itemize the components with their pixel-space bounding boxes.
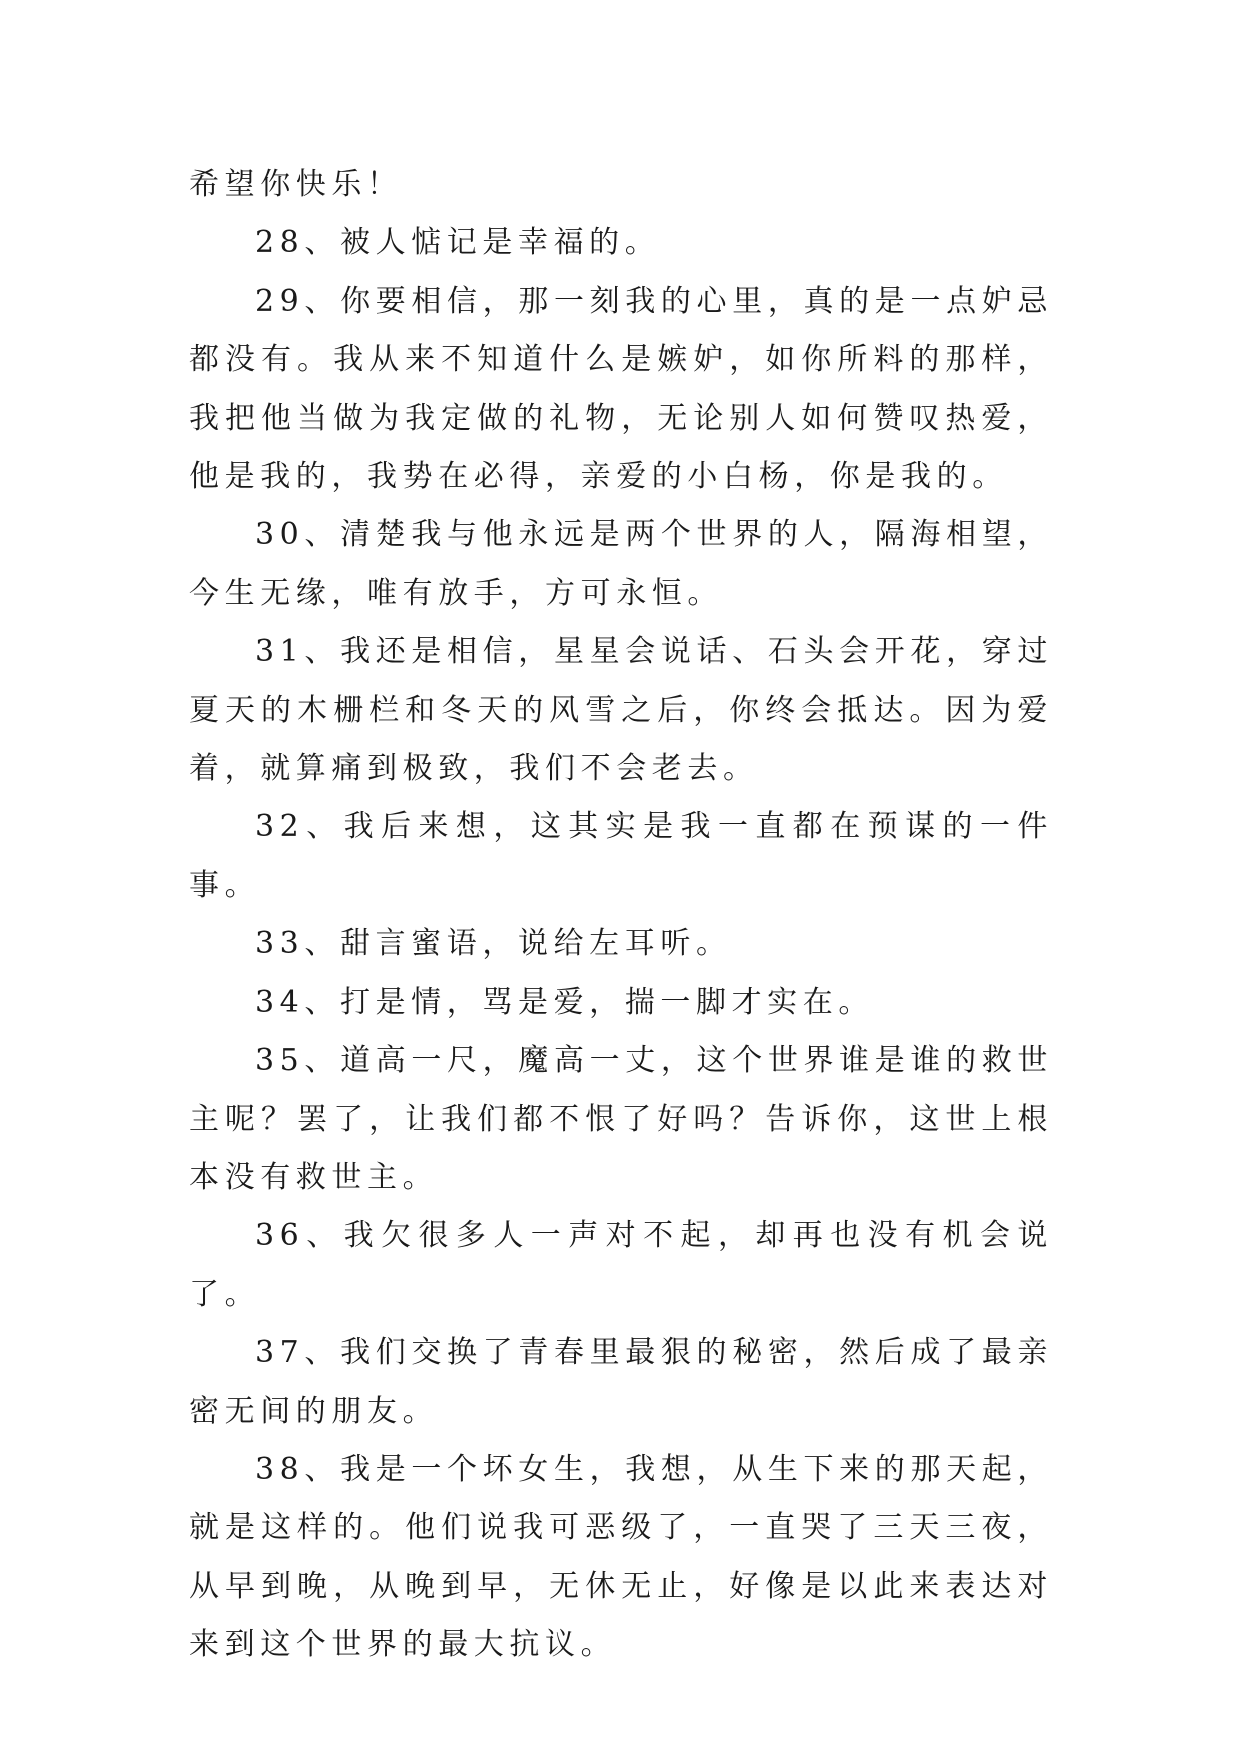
paragraph-37: 37、我们交换了青春里最狠的秘密，然后成了最亲密无间的朋友。 bbox=[189, 1335, 1053, 1429]
paragraph-35: 35、道高一尺，魔高一丈，这个世界谁是谁的救世主呢？罢了，让我们都不恨了好吗？告诉你，这世上根本没有救世主。 bbox=[189, 1043, 1053, 1195]
paragraph-34: 34、打是情，骂是爱，揣一脚才实在。 bbox=[255, 984, 874, 1020]
paragraph-33: 33、甜言蜜语，说给左耳听。 bbox=[255, 926, 732, 962]
paragraph-30: 30、清楚我与他永远是两个世界的人，隔海相望，今生无缘，唯有放手，方可永恒。 bbox=[189, 517, 1053, 611]
paragraph-28: 28、被人惦记是幸福的。 bbox=[255, 225, 661, 261]
paragraph-31: 31、我还是相信，星星会说话、石头会开花，穿过夏天的木栅栏和冬天的风雪之后，你终会抵达。因为爱着，就算痛到极致，我们不会老去。 bbox=[189, 634, 1053, 787]
body-text bbox=[189, 156, 1053, 1675]
paragraph-32: 32、我后来想，这其实是我一直都在预谋的一件事。 bbox=[189, 809, 1053, 903]
paragraph-38: 38、我是一个坏女生，我想，从生下来的那天起，就是这样的。他们说我可恶级了，一直哭了三天三夜，从早到晚，从晚到早，无休无止，好像是以此来表达对来到这个世界的最大抗议。 bbox=[189, 1451, 1053, 1663]
paragraph-36: 36、我欠很多人一声对不起，却再也没有机会说了。 bbox=[189, 1218, 1053, 1312]
paragraph-29: 29、你要相信，那一刻我的心里，真的是一点妒忌都没有。我从来不知道什么是嫉妒，如你所料的那样，我把他当做为我定做的礼物，无论别人如何赞叹热爱，他是我的，我势在必得，亲爱的小白杨，你是我的。 bbox=[189, 283, 1053, 495]
paragraph-continuation: 希望你快乐！ bbox=[189, 167, 403, 202]
